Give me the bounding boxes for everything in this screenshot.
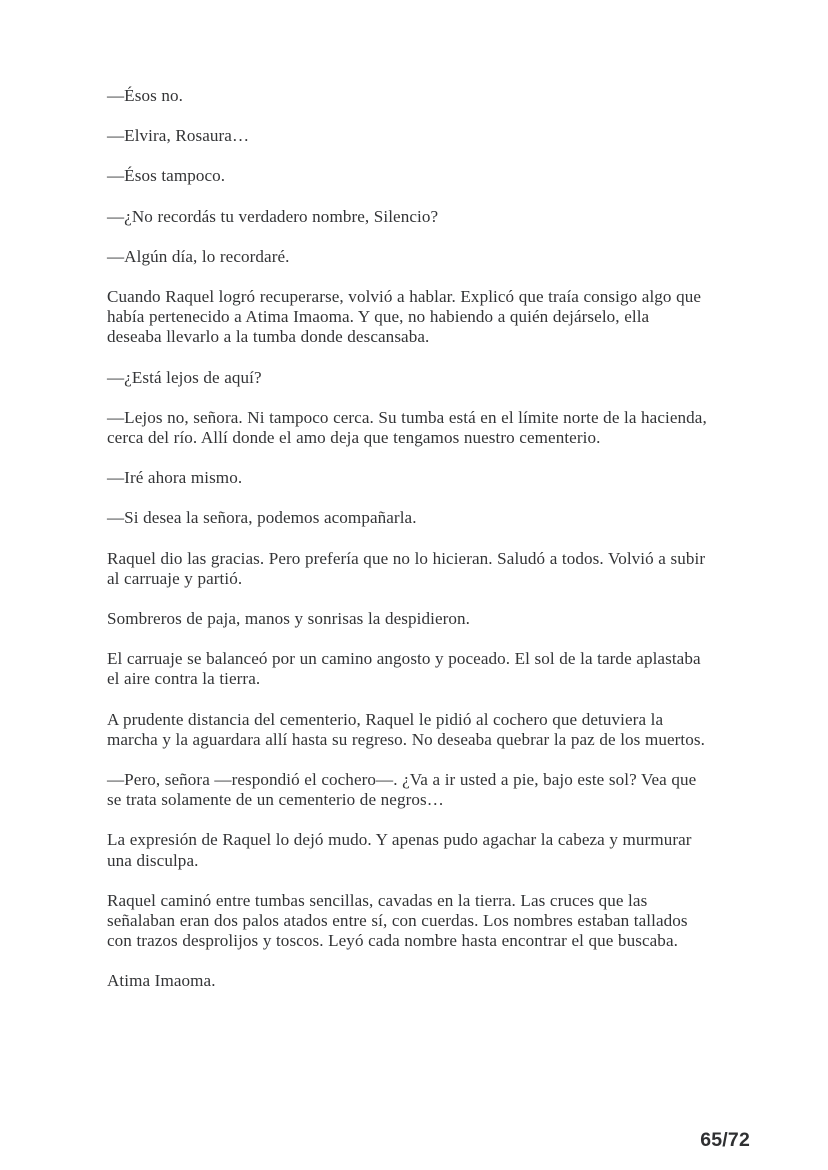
paragraph-narrative-2: Raquel dio las gracias. Pero prefería que no lo hicieran. Saludó a todos. Volvió a subir al carruaje y partió.: [107, 548, 706, 588]
paragraph-narrative-4: El carruaje se balanceó por un camino angosto y poceado. El sol de la tarde aplastaba el aire contra la tierra.: [107, 649, 701, 689]
paragraph-dialogue-6: —¿Está lejos de aquí?: [107, 367, 262, 387]
paragraph-narrative-3: Sombreros de paja, manos y sonrisas la despidieron.: [107, 609, 471, 629]
paragraph-dialogue-2: —Elvira, Rosaura…: [107, 126, 250, 146]
paragraph-narrative-7: Raquel caminó entre tumbas sencillas, cavadas en la tierra. Las cruces que las señalaban eran dos palos atados entre sí, con cuerdas. Los nombres estaban tallados con trazos desprolijos y toscos. Leyó cada nombre hasta encontrar el que buscaba.: [107, 890, 688, 951]
paragraph-dialogue-3: —Ésos tampoco.: [107, 166, 226, 186]
paragraph-narrative-8: Atima Imaoma.: [107, 971, 216, 991]
paragraph-narrative-6: La expresión de Raquel lo dejó mudo. Y apenas pudo agachar la cabeza y murmurar una disculpa.: [107, 830, 692, 870]
body-text-column: [107, 86, 707, 992]
paragraph-dialogue-5: —Algún día, lo recordaré.: [107, 246, 290, 266]
paragraph-narrative-1: Cuando Raquel logró recuperarse, volvió a hablar. Explicó que traía consigo algo que había pertenecido a Atima Imaoma. Y que, no habiendo a quién dejárselo, ella deseaba llevarlo a la tumba donde descansaba.: [107, 287, 702, 347]
paragraph-dialogue-1: —Ésos no.: [107, 86, 183, 105]
paragraph-dialogue-10: —Pero, señora —respondió el cochero—. ¿Va a ir usted a pie, bajo este sol? Vea que se trata solamente de un cementerio de negros…: [107, 770, 697, 810]
paragraph-dialogue-7: —Lejos no, señora. Ni tampoco cerca. Su tumba está en el límite norte de la hacienda, cerca del río. Allí donde el amo deja que tengamos nuestro cementerio.: [107, 407, 707, 448]
paragraph-dialogue-9: —Si desea la señora, podemos acompañarla.: [107, 508, 417, 528]
paragraph-dialogue-4: —¿No recordás tu verdadero nombre, Silencio?: [107, 206, 439, 226]
paragraph-narrative-5: A prudente distancia del cementerio, Raquel le pidió al cochero que detuviera la marcha y la aguardara allí hasta su regreso. No deseaba quebrar la paz de los muertos.: [107, 709, 705, 749]
page-number-indicator: 65/72: [700, 1128, 750, 1151]
paragraph-dialogue-8: —Iré ahora mismo.: [107, 468, 243, 488]
